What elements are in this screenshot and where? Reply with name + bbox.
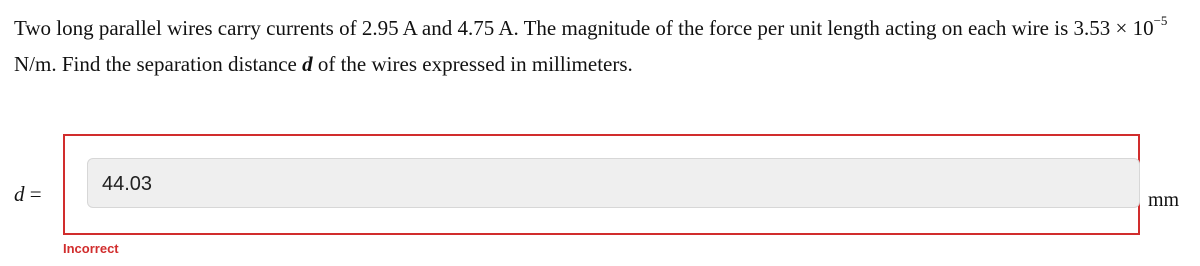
question-part-2: N/m. Find the separation distance — [14, 52, 303, 76]
question-part-1: Two long parallel wires carry currents of 2.95 A and 4.75 A. The magnitude of the force per unit length acting on each wire is 3.53 × 10 — [14, 16, 1154, 40]
answer-box — [63, 134, 1140, 235]
feedback-incorrect: Incorrect — [63, 241, 119, 256]
question-part-3: of the wires expressed in millimeters. — [312, 52, 633, 76]
answer-equals: = — [24, 182, 42, 206]
separation-variable: d — [302, 52, 313, 76]
answer-label — [14, 180, 42, 208]
answer-variable: d — [14, 182, 25, 206]
question-text — [14, 10, 1189, 82]
exponent: −5 — [1153, 13, 1168, 28]
unit-label: mm — [1148, 189, 1180, 211]
answer-input[interactable]: 44.03 — [87, 158, 1140, 208]
